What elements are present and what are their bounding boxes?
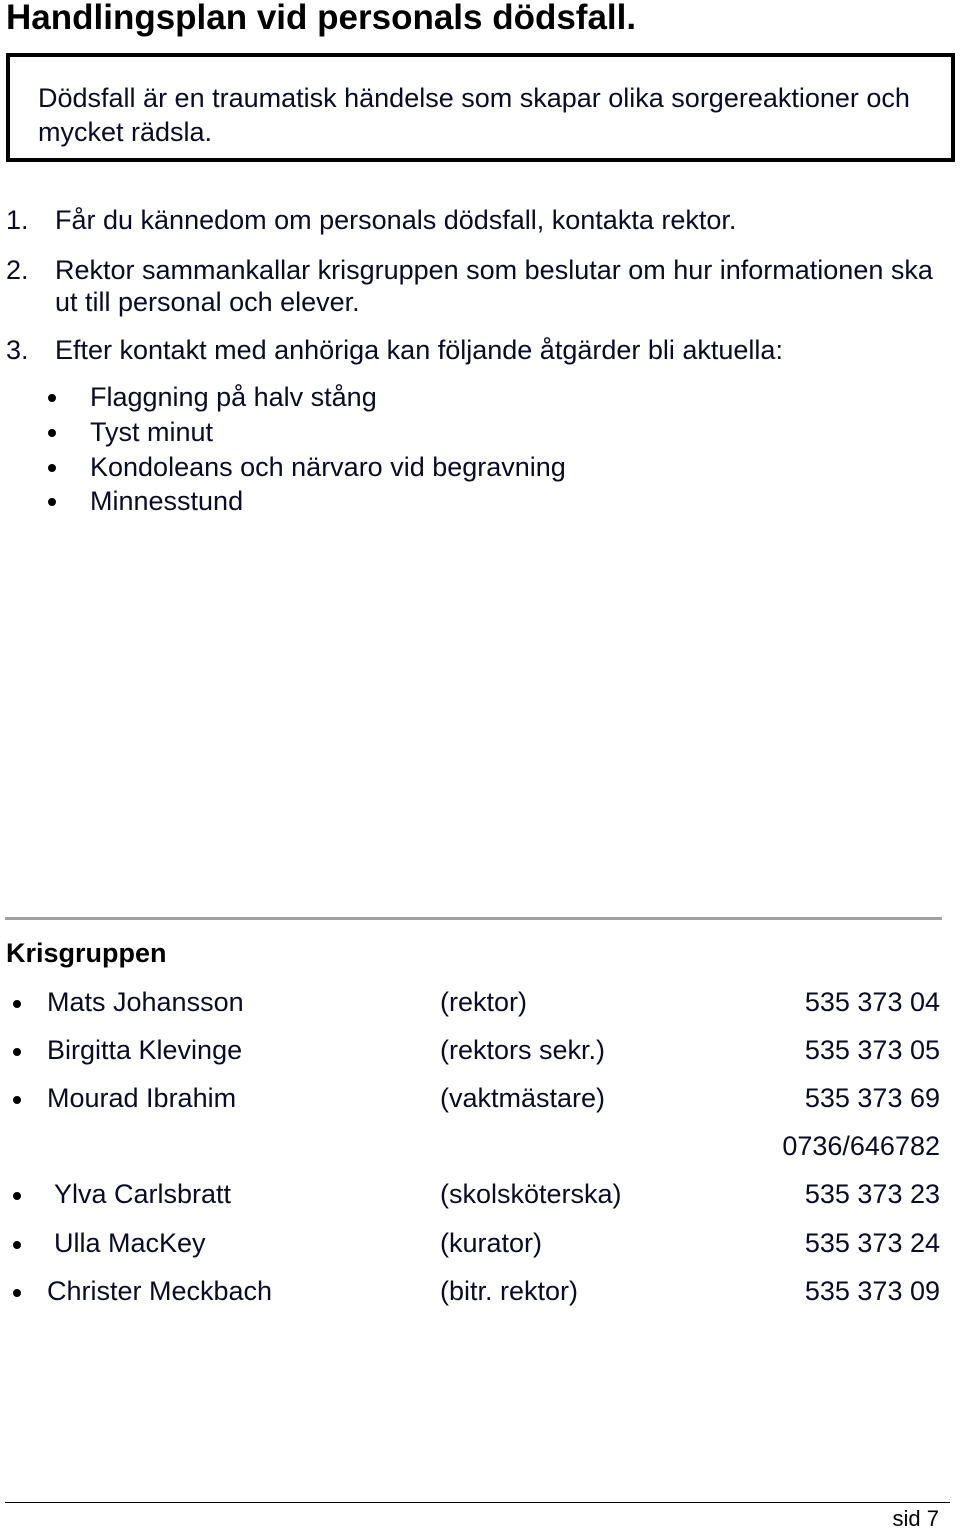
member-phone: 535 373 05 xyxy=(804,1035,940,1065)
member-row xyxy=(0,1226,960,1266)
member-role: (rektors sekr.) xyxy=(440,1035,606,1065)
list-item-text: Flaggning på halv stång xyxy=(90,382,377,412)
step-text: Efter kontakt med anhöriga kan följande åtgärder bli aktuella: xyxy=(55,335,783,365)
bullet-icon xyxy=(13,1096,21,1104)
bullet-icon xyxy=(48,394,56,402)
member-phone: 535 373 09 xyxy=(804,1276,940,1306)
member-name: Mats Johansson xyxy=(47,987,244,1017)
member-phone: 535 373 69 xyxy=(804,1083,940,1113)
section-divider xyxy=(5,917,942,920)
member-row xyxy=(0,1177,960,1217)
member-phone: 535 373 23 xyxy=(804,1179,940,1209)
bullet-icon xyxy=(13,1192,21,1200)
member-name: Ylva Carlsbratt xyxy=(54,1179,232,1209)
bullet-icon xyxy=(13,1241,21,1249)
list-item xyxy=(0,415,700,449)
list-item-text: Tyst minut xyxy=(90,417,214,447)
member-row xyxy=(0,1081,960,1121)
member-role: (vaktmästare) xyxy=(440,1083,606,1113)
bullet-icon xyxy=(13,1048,21,1056)
member-name: Birgitta Klevinge xyxy=(47,1035,243,1065)
member-role: (kurator) xyxy=(440,1228,543,1258)
step-text: Får du kännedom om personals dödsfall, kontakta rektor. xyxy=(55,205,737,235)
member-phone: 535 373 04 xyxy=(804,987,940,1017)
bullet-icon xyxy=(48,498,56,506)
list-item xyxy=(0,450,700,484)
member-row xyxy=(0,1033,960,1073)
step-number: 1. xyxy=(6,205,29,235)
member-role: (rektor) xyxy=(440,987,527,1017)
member-name: Christer Meckbach xyxy=(47,1276,273,1306)
page-title: Handlingsplan vid personals dödsfall. xyxy=(6,0,637,37)
page-number: sid 7 xyxy=(892,1506,939,1531)
member-row-continuation xyxy=(0,1129,960,1169)
footer-divider xyxy=(5,1502,950,1503)
list-item-text: Minnesstund xyxy=(90,486,244,516)
member-row xyxy=(0,985,960,1025)
member-name: Ulla MacKey xyxy=(54,1228,206,1258)
member-name: Mourad Ibrahim xyxy=(47,1083,237,1113)
bullet-icon xyxy=(13,1289,21,1297)
list-item xyxy=(0,484,700,518)
list-item xyxy=(0,380,700,414)
member-role: (bitr. rektor) xyxy=(440,1276,579,1306)
list-item-text: Kondoleans och närvaro vid begravning xyxy=(90,452,566,482)
intro-box xyxy=(6,53,955,162)
crisis-group-heading: Krisgruppen xyxy=(6,938,167,968)
member-row xyxy=(0,1274,960,1314)
step-text: Rektor sammankallar krisgruppen som beslutar om hur informationen ska ut till personal och elever. xyxy=(55,255,933,317)
step-number: 3. xyxy=(6,335,29,365)
member-phone: 535 373 24 xyxy=(804,1228,940,1258)
bullet-icon xyxy=(48,464,56,472)
bullet-icon xyxy=(13,1000,21,1008)
step-number: 2. xyxy=(6,255,29,285)
member-phone-secondary: 0736/646782 xyxy=(782,1131,940,1161)
intro-text: Dödsfall är en traumatisk händelse som skapar olika sorgereaktioner och mycket rädsla. xyxy=(38,83,910,147)
bullet-icon xyxy=(48,429,56,437)
member-role: (skolsköterska) xyxy=(440,1179,622,1209)
